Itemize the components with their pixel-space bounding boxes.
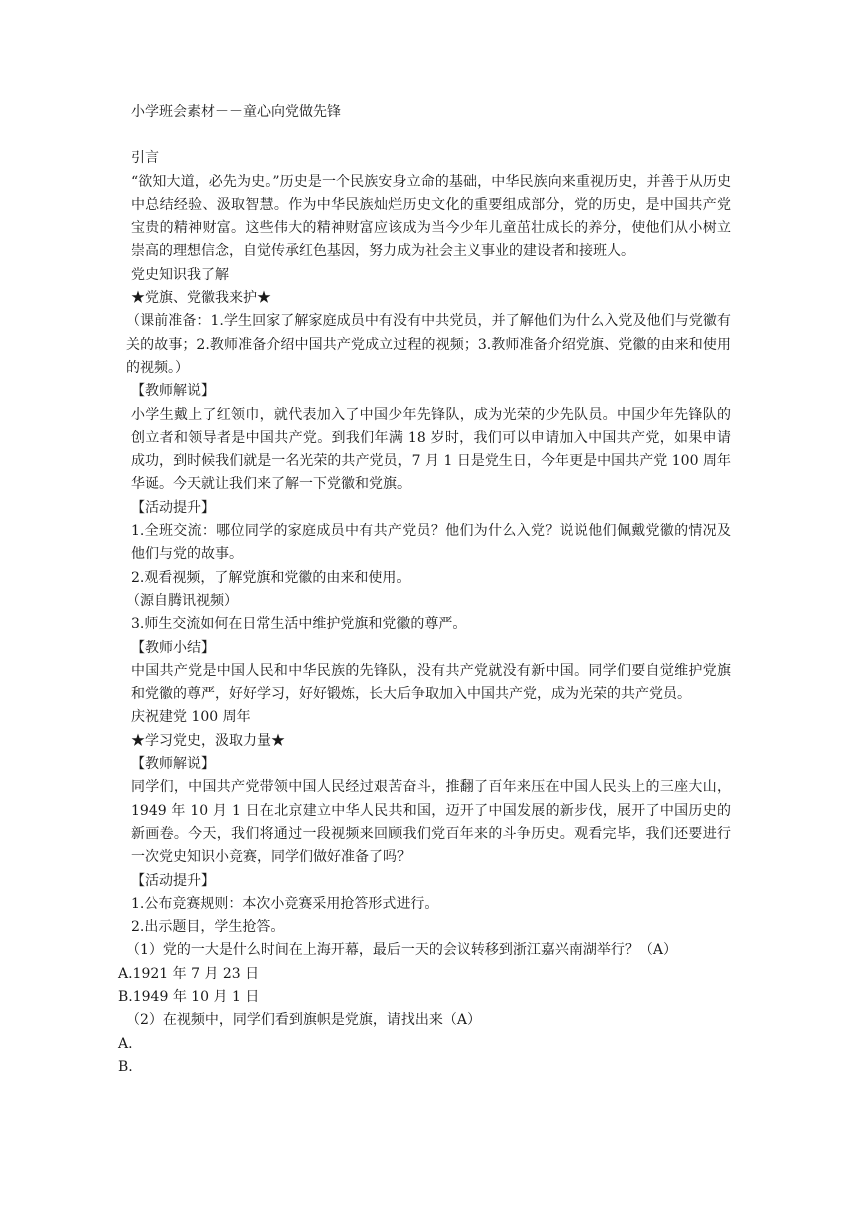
subsection-heading: ★党旗、党徽我来护★	[131, 290, 271, 307]
quiz-question: （2）在视频中，同学们看到旗帜是党旗，请找出来（A）	[126, 1012, 482, 1029]
section-heading-intro: 引言	[131, 150, 159, 167]
section-heading: 党史知识我了解	[131, 266, 229, 283]
subsection-heading: ★学习党史，汲取力量★	[131, 732, 285, 749]
document-page	[118, 101, 731, 1079]
body-paragraph: 中国共产党是中国人民和中华民族的先锋队，没有共产党就没有新中国。同学们要自觉维护党旗和党徽的尊严，好好学习，好好锻炼，长大后争取加入中国共产党，成为光荣的共产党员。	[131, 662, 731, 703]
activity-item: 2.观看视频，了解党旗和党徽的由来和使用。	[131, 569, 411, 586]
label-teacher-explanation: 【教师解说】	[131, 383, 215, 400]
body-paragraph: 同学们，中国共产党带领中国人民经过艰苦奋斗，推翻了百年来压在中国人民头上的三座大山，1949 年 10 月 1 日在北京建立中华人民共和国，迈开了中国发展的新步伐，展开了中国历史的新画卷。今天，我们将通过一段视频来回顾我们党百年来的斗争历史。观看完毕，我们还要进行一次党史知识小竞赛，同学们做好准备了吗？	[131, 779, 731, 866]
quiz-option: B.	[118, 1058, 133, 1075]
quiz-option: A.	[118, 1035, 133, 1052]
activity-item: 3.师生交流如何在日常生活中维护党旗和党徽的尊严。	[131, 616, 467, 633]
label-teacher-summary: 【教师小结】	[131, 639, 215, 656]
label-activity: 【活动提升】	[131, 872, 215, 889]
document-title: 小学班会素材－－童心向党做先锋	[131, 104, 341, 120]
quiz-question: （1）党的一大是什么时间在上海开幕，最后一天的会议转移到浙江嘉兴南湖举行？（A）	[126, 942, 678, 959]
label-teacher-explanation: 【教师解说】	[131, 756, 215, 773]
quiz-option: A.1921 年 7 月 23 日	[118, 965, 260, 982]
intro-paragraph: “欲知大道，必先为史。”历史是一个民族安身立命的基础，中华民族向来重视历史，并善于从历史中总结经验、汲取智慧。作为中华民族灿烂历史文化的重要组成部分，党的历史，是中国共产党宝贵的精神财富。这些伟大的精神财富应该成为当今少年儿童茁壮成长的养分，使他们从小树立崇高的理想信念，自觉传承红色基因，努力成为社会主义事业的建设者和接班人。	[131, 173, 731, 260]
section-heading: 庆祝建党 100 周年	[131, 709, 251, 726]
label-activity: 【活动提升】	[131, 499, 215, 516]
activity-item: 1.公布竞赛规则：本次小竞赛采用抢答形式进行。	[131, 895, 439, 912]
source-note: （源自腾讯视频）	[126, 592, 238, 609]
activity-item: 1.全班交流：哪位同学的家庭成员中有共产党员？他们为什么入党？说说他们佩戴党徽的情况及他们与党的故事。	[131, 523, 731, 563]
preparation-note: （课前准备：1.学生回家了解家庭成员中有没有中共党员，并了解他们为什么入党及他们与党徽有关的故事；2.教师准备介绍中国共产党成立过程的视频；3.教师准备介绍党旗、党徽的由来和使用的视频。）	[126, 313, 731, 376]
body-paragraph: 小学生戴上了红领巾，就代表加入了中国少年先锋队，成为光荣的少先队员。中国少年先锋队的创立者和领导者是中国共产党。到我们年满 18 岁时，我们可以申请加入中国共产党，如果申请成功，到时候我们就是一名光荣的共产党员，7 月 1 日是党生日，今年更是中国共产党 100 周年华诞。今天就让我们来了解一下党徽和党旗。	[131, 406, 731, 493]
activity-item: 2.出示题目，学生抢答。	[131, 919, 285, 936]
quiz-option: B.1949 年 10 月 1 日	[118, 988, 260, 1005]
